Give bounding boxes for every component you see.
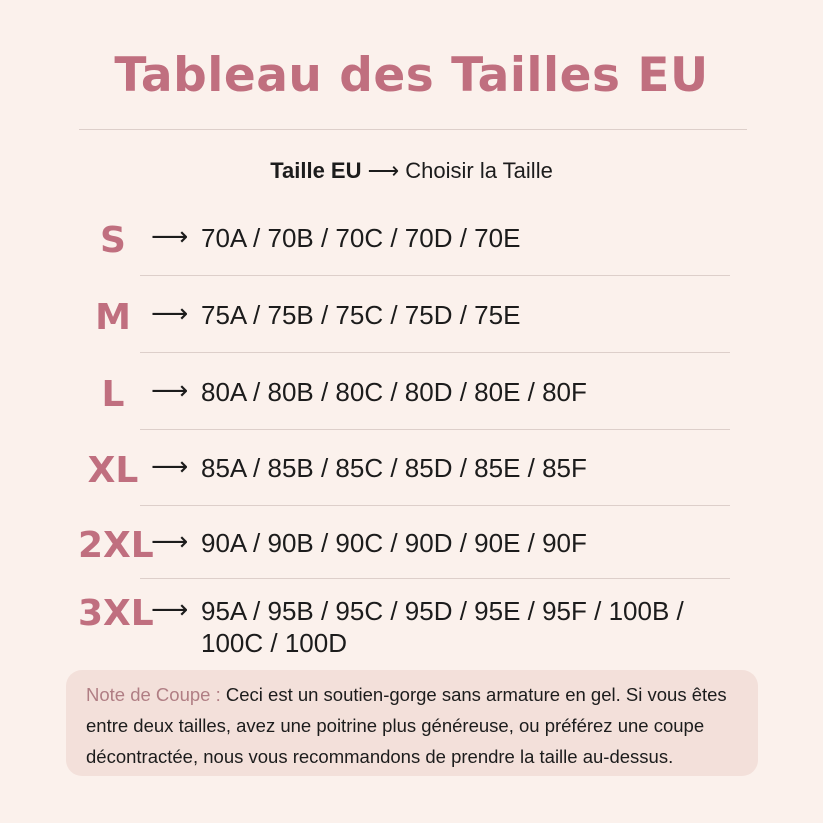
size-label: 2XL <box>78 525 154 566</box>
table-header <box>0 158 823 184</box>
size-label: 3XL <box>78 593 154 634</box>
bra-sizes: 90A / 90B / 90C / 90D / 90E / 90F <box>201 528 587 558</box>
bra-sizes: 85A / 85B / 85C / 85D / 85E / 85F <box>201 453 587 483</box>
arrow-icon: ⟶ <box>151 452 189 482</box>
header-arrow-icon: ⟶ <box>367 158 400 183</box>
fit-note <box>66 670 758 776</box>
arrow-icon: ⟶ <box>151 527 189 557</box>
bra-sizes: 70A / 70B / 70C / 70D / 70E <box>201 223 521 253</box>
title-divider <box>79 129 747 130</box>
bra-sizes: 95A / 95B / 95C / 95D / 95E / 95F / 100B / 100C / 100D <box>201 596 684 658</box>
header-eu-size-label: Taille EU <box>270 158 362 183</box>
size-label: S <box>100 220 126 261</box>
arrow-icon: ⟶ <box>151 222 189 252</box>
row-divider <box>140 505 730 506</box>
row-divider <box>140 578 730 579</box>
size-label: M <box>95 297 131 338</box>
row-divider <box>140 275 730 276</box>
fit-note-lead: Note de Coupe : <box>86 684 226 705</box>
fit-note-text: Ceci est un soutien-gorge sans armature en gel. Si vous êtes entre deux tailles, avez une poitrine plus généreuse, ou préférez une coupe décontractée, nous vous recommandons de prendre la taille au-dessus. <box>86 684 727 767</box>
arrow-icon: ⟶ <box>151 595 189 625</box>
bra-sizes: 75A / 75B / 75C / 75D / 75E <box>201 300 521 330</box>
arrow-icon: ⟶ <box>151 299 189 329</box>
page-title: Tableau des Tailles EU <box>114 48 709 103</box>
arrow-icon: ⟶ <box>151 376 189 406</box>
bra-sizes: 80A / 80B / 80C / 80D / 80E / 80F <box>201 377 587 407</box>
row-divider <box>140 352 730 353</box>
row-divider <box>140 429 730 430</box>
header-choose-size-label: Choisir la Taille <box>399 158 553 183</box>
size-label: L <box>101 374 125 415</box>
size-label: XL <box>87 450 139 491</box>
